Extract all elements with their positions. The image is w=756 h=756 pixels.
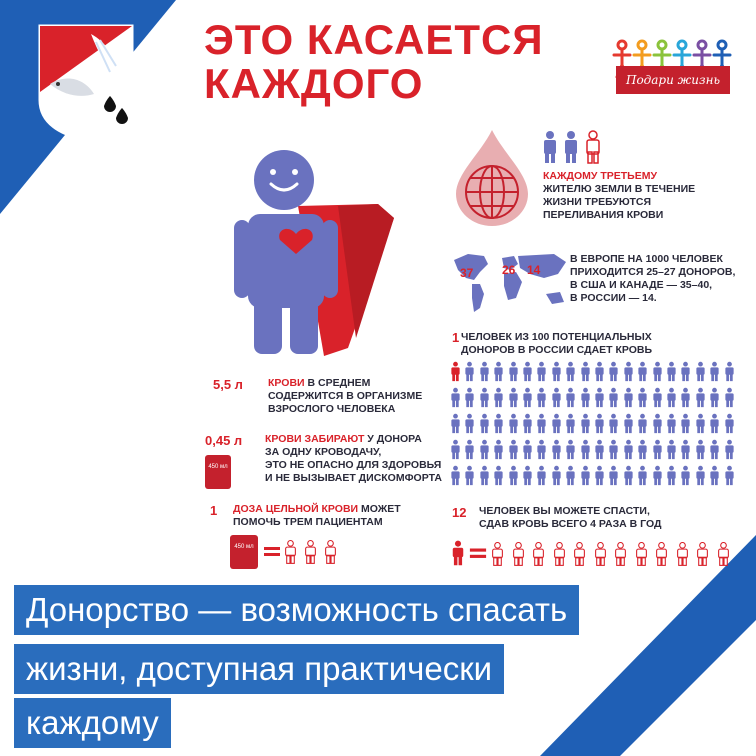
person-icon: [508, 387, 519, 408]
person-icon: [695, 439, 706, 460]
person-icon: [666, 413, 677, 434]
person-icon: [522, 413, 533, 434]
person-icon: [594, 413, 605, 434]
person-icon: [551, 361, 562, 382]
person-icon: [652, 413, 663, 434]
person-icon: [508, 439, 519, 460]
person-icon: [508, 361, 519, 382]
person-icon: [724, 439, 735, 460]
person-icon: [680, 465, 691, 486]
person-icon: [608, 387, 619, 408]
person-icon: [608, 465, 619, 486]
saved-person-icon: [676, 542, 689, 566]
person-icon: [450, 387, 461, 408]
city-coat-of-arms-icon: [36, 22, 136, 142]
person-icon: [551, 465, 562, 486]
person-icon: [680, 439, 691, 460]
saved-person-icon: [614, 542, 627, 566]
person-icon: [652, 465, 663, 486]
page-title: ЭТО КАСАЕТСЯ КАЖДОГО: [204, 16, 544, 107]
map-label-europe: 26: [502, 263, 516, 277]
person-icon: [479, 465, 490, 486]
patient-icon: [324, 539, 337, 565]
person-icon: [695, 387, 706, 408]
person-icon: [709, 439, 720, 460]
person-icon: [637, 413, 648, 434]
saved-person-icon: [594, 542, 607, 566]
equals-icon: [262, 541, 282, 561]
person-icon: [709, 361, 720, 382]
person-icon: [493, 413, 504, 434]
person-icon: [522, 361, 533, 382]
person-icon: [536, 413, 547, 434]
superhero-person-icon: [228, 148, 398, 358]
person-icon: [666, 361, 677, 382]
fact-every-third: КАЖДОМУ ТРЕТЬЕМУ ЖИТЕЛЮ ЗЕМЛИ В ТЕЧЕНИЕ ЖИЗНИ ТРЕБУЮТСЯ ПЕРЕЛИВАНИЯ КРОВИ: [543, 170, 696, 221]
saved-people-row: [451, 536, 741, 570]
blood-bag-icon: 450 мл: [205, 455, 231, 489]
partner-sign: Подари жизнь: [616, 66, 730, 94]
person-icon: [479, 361, 490, 382]
person-icon: [680, 361, 691, 382]
person-icon: [450, 465, 461, 486]
patient-icon: [304, 539, 317, 565]
person-icon: [565, 439, 576, 460]
person-icon: [652, 439, 663, 460]
slogan-line-3: каждому: [14, 698, 171, 748]
person-icon: [680, 387, 691, 408]
person-icon: [666, 465, 677, 486]
person-icon: [565, 413, 576, 434]
people-grid: [450, 361, 740, 491]
person-icon: [479, 387, 490, 408]
person-icon: [493, 387, 504, 408]
person-icon: [724, 361, 735, 382]
saved-person-icon: [532, 542, 545, 566]
blood-drop-globe-icon: [452, 128, 532, 228]
person-icon: [680, 413, 691, 434]
saved-person-icon: [512, 542, 525, 566]
person-icon: [522, 387, 533, 408]
person-icon: [580, 387, 591, 408]
saved-person-icon: [553, 542, 566, 566]
person-icon: [580, 361, 591, 382]
saved-person-icon: [491, 542, 504, 566]
person-icon: [695, 361, 706, 382]
slogan-line-1: Донорство — возможность спасать: [14, 585, 579, 635]
person-icon: [536, 361, 547, 382]
saved-person-icon: [655, 542, 668, 566]
person-icon: [623, 465, 634, 486]
person-icon: [536, 439, 547, 460]
person-icon: [637, 387, 648, 408]
person-icon: [709, 387, 720, 408]
donor-person-icon: [451, 540, 465, 566]
person-icon: [479, 413, 490, 434]
person-icon: [450, 413, 461, 434]
person-icon: [565, 361, 576, 382]
world-map-icon: [450, 250, 568, 316]
person-icon: [479, 439, 490, 460]
three-people-icon: [542, 130, 604, 164]
person-icon: [724, 413, 735, 434]
person-icon: [522, 465, 533, 486]
person-icon: [594, 439, 605, 460]
person-icon: [508, 413, 519, 434]
person-icon: [551, 413, 562, 434]
person-icon: [637, 465, 648, 486]
person-icon: [565, 387, 576, 408]
person-icon: [551, 439, 562, 460]
slogan-line-2: жизни, доступная практически: [14, 644, 504, 694]
equals-icon: [469, 544, 487, 562]
person-icon: [464, 465, 475, 486]
person-icon: [608, 439, 619, 460]
person-icon: [608, 413, 619, 434]
map-label-russia: 14: [527, 263, 541, 277]
blood-bag-icon: 450 мл: [230, 535, 258, 569]
person-icon: [565, 465, 576, 486]
person-icon: [536, 465, 547, 486]
person-icon: [464, 413, 475, 434]
person-icon: [724, 465, 735, 486]
person-icon: [709, 413, 720, 434]
person-icon: [580, 465, 591, 486]
person-icon: [464, 361, 475, 382]
fact-donors-per-1000: В ЕВРОПЕ НА 1000 ЧЕЛОВЕК ПРИХОДИТСЯ 25–27 ДОНОРОВ, В США И КАНАДЕ — 35–40, В РОССИИ — 14.: [570, 253, 736, 304]
person-icon: [709, 465, 720, 486]
person-icon: [450, 439, 461, 460]
patients-group: [284, 535, 354, 569]
person-icon: [508, 465, 519, 486]
person-icon: [623, 361, 634, 382]
person-icon: [623, 413, 634, 434]
saved-person-icon: [696, 542, 709, 566]
person-icon: [493, 439, 504, 460]
person-icon: [580, 439, 591, 460]
person-icon: [464, 387, 475, 408]
saved-person-icon: [717, 542, 730, 566]
person-icon: [493, 465, 504, 486]
map-label-usa: 37: [460, 266, 474, 280]
person-icon: [580, 413, 591, 434]
person-icon: [623, 387, 634, 408]
person-icon: [652, 361, 663, 382]
patient-icon: [284, 539, 297, 565]
person-icon: [464, 439, 475, 460]
person-icon: [594, 465, 605, 486]
person-icon: [637, 439, 648, 460]
person-icon: [695, 465, 706, 486]
person-icon: [666, 439, 677, 460]
person-icon: [594, 387, 605, 408]
person-icon: [623, 439, 634, 460]
person-icon: [724, 387, 735, 408]
person-icon: [522, 439, 533, 460]
saved-person-icon: [573, 542, 586, 566]
person-icon: [594, 361, 605, 382]
person-icon: [666, 387, 677, 408]
saved-person-icon: [635, 542, 648, 566]
person-icon: [695, 413, 706, 434]
person-icon: [536, 387, 547, 408]
person-icon: [608, 361, 619, 382]
person-icon: [637, 361, 648, 382]
person-icon: [551, 387, 562, 408]
person-icon: [652, 387, 663, 408]
person-icon: [493, 361, 504, 382]
donor-person-icon: [450, 361, 461, 382]
